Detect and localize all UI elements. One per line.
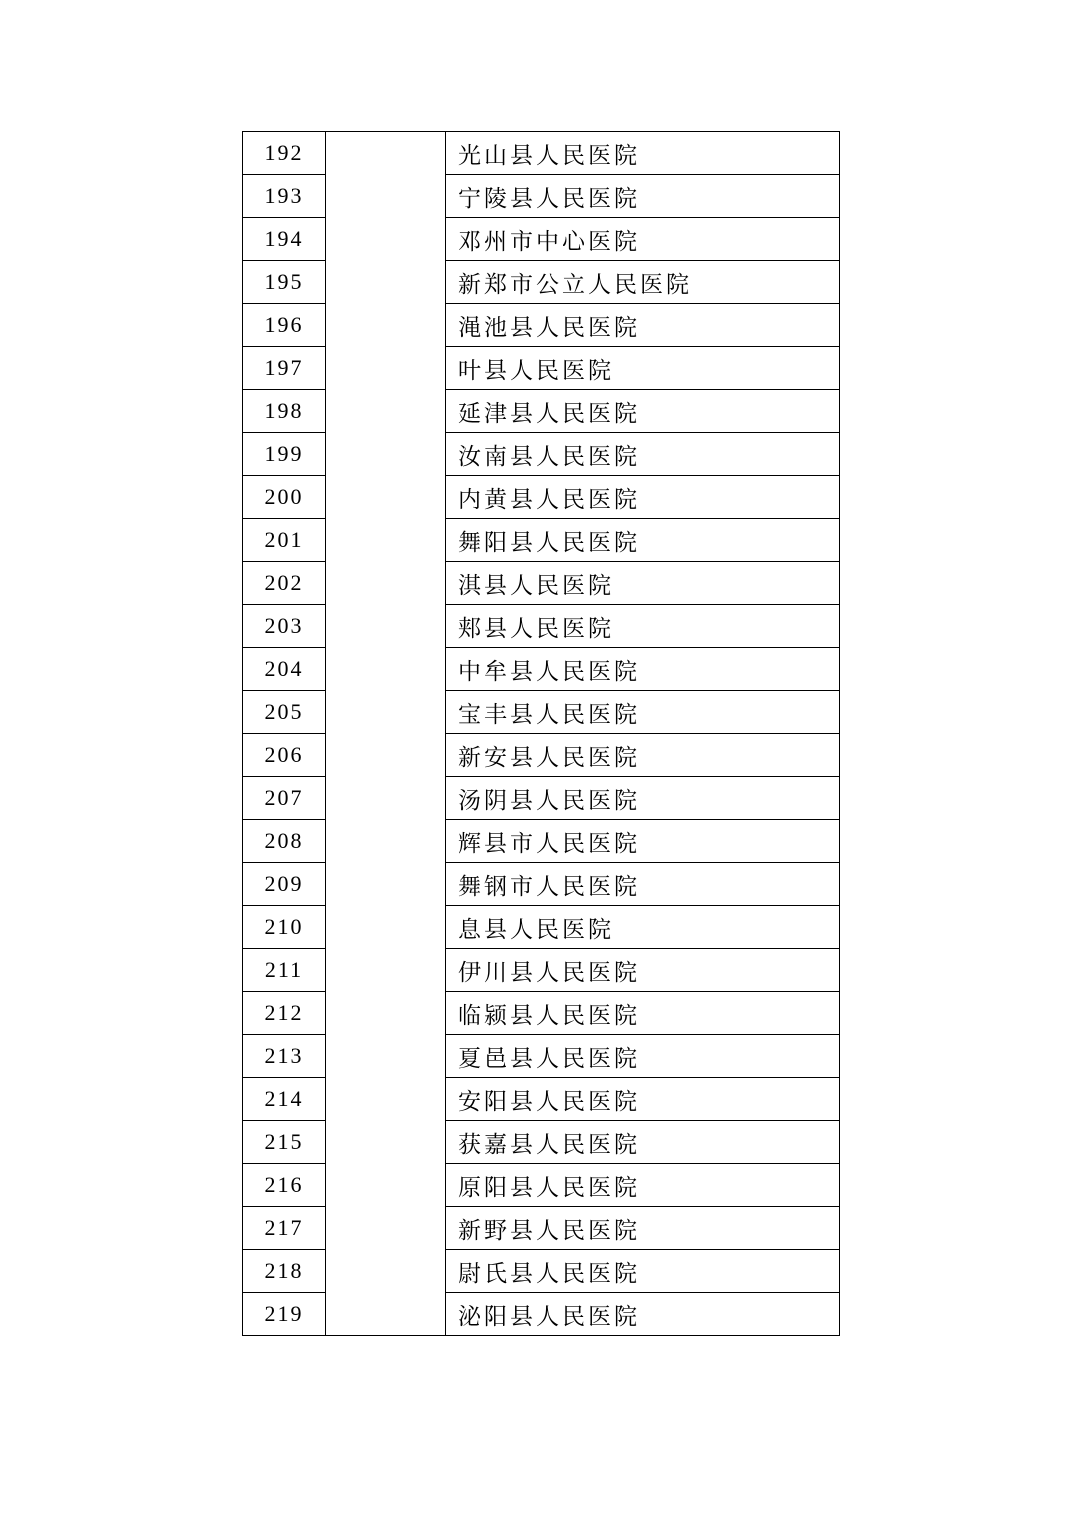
row-number-cell: 211: [243, 949, 326, 992]
hospital-name-cell: 新安县人民医院: [446, 734, 840, 777]
row-number-cell: 203: [243, 605, 326, 648]
hospital-name-cell: 邓州市中心医院: [446, 218, 840, 261]
hospital-name-cell: 获嘉县人民医院: [446, 1121, 840, 1164]
hospital-name-cell: 安阳县人民医院: [446, 1078, 840, 1121]
hospital-name-cell: 尉氏县人民医院: [446, 1250, 840, 1293]
hospital-name-cell: 宁陵县人民医院: [446, 175, 840, 218]
hospital-list-table: [242, 131, 840, 1336]
row-number-cell: 214: [243, 1078, 326, 1121]
row-number-cell: 207: [243, 777, 326, 820]
hospital-name-cell: 息县人民医院: [446, 906, 840, 949]
hospital-name-cell: 舞阳县人民医院: [446, 519, 840, 562]
row-number-cell: 204: [243, 648, 326, 691]
row-number-cell: 201: [243, 519, 326, 562]
hospital-name-cell: 延津县人民医院: [446, 390, 840, 433]
row-number-cell: 206: [243, 734, 326, 777]
row-number-cell: 209: [243, 863, 326, 906]
hospital-name-cell: 内黄县人民医院: [446, 476, 840, 519]
row-number-cell: 198: [243, 390, 326, 433]
hospital-name-cell: 伊川县人民医院: [446, 949, 840, 992]
hospital-name-cell: 新野县人民医院: [446, 1207, 840, 1250]
row-number-cell: 212: [243, 992, 326, 1035]
row-number-cell: 194: [243, 218, 326, 261]
table-body: [243, 132, 840, 1336]
row-number-cell: 192: [243, 132, 326, 175]
category-cell: [326, 132, 446, 1336]
hospital-name-cell: 汤阴县人民医院: [446, 777, 840, 820]
hospital-name-cell: 夏邑县人民医院: [446, 1035, 840, 1078]
hospital-name-cell: 汝南县人民医院: [446, 433, 840, 476]
row-number-cell: 205: [243, 691, 326, 734]
hospital-name-cell: 淇县人民医院: [446, 562, 840, 605]
row-number-cell: 196: [243, 304, 326, 347]
hospital-name-cell: 临颍县人民医院: [446, 992, 840, 1035]
row-number-cell: 200: [243, 476, 326, 519]
row-number-cell: 199: [243, 433, 326, 476]
row-number-cell: 195: [243, 261, 326, 304]
row-number-cell: 219: [243, 1293, 326, 1336]
hospital-name-cell: 泌阳县人民医院: [446, 1293, 840, 1336]
hospital-name-cell: 渑池县人民医院: [446, 304, 840, 347]
hospital-name-cell: 辉县市人民医院: [446, 820, 840, 863]
hospital-name-cell: 中牟县人民医院: [446, 648, 840, 691]
hospital-name-cell: 原阳县人民医院: [446, 1164, 840, 1207]
table-row: [243, 132, 840, 175]
row-number-cell: 218: [243, 1250, 326, 1293]
hospital-name-cell: 新郑市公立人民医院: [446, 261, 840, 304]
row-number-cell: 197: [243, 347, 326, 390]
row-number-cell: 208: [243, 820, 326, 863]
hospital-name-cell: 叶县人民医院: [446, 347, 840, 390]
row-number-cell: 217: [243, 1207, 326, 1250]
row-number-cell: 202: [243, 562, 326, 605]
row-number-cell: 213: [243, 1035, 326, 1078]
row-number-cell: 215: [243, 1121, 326, 1164]
hospital-name-cell: 郏县人民医院: [446, 605, 840, 648]
hospital-name-cell: 舞钢市人民医院: [446, 863, 840, 906]
row-number-cell: 210: [243, 906, 326, 949]
hospital-name-cell: 宝丰县人民医院: [446, 691, 840, 734]
hospital-name-cell: 光山县人民医院: [446, 132, 840, 175]
row-number-cell: 216: [243, 1164, 326, 1207]
row-number-cell: 193: [243, 175, 326, 218]
